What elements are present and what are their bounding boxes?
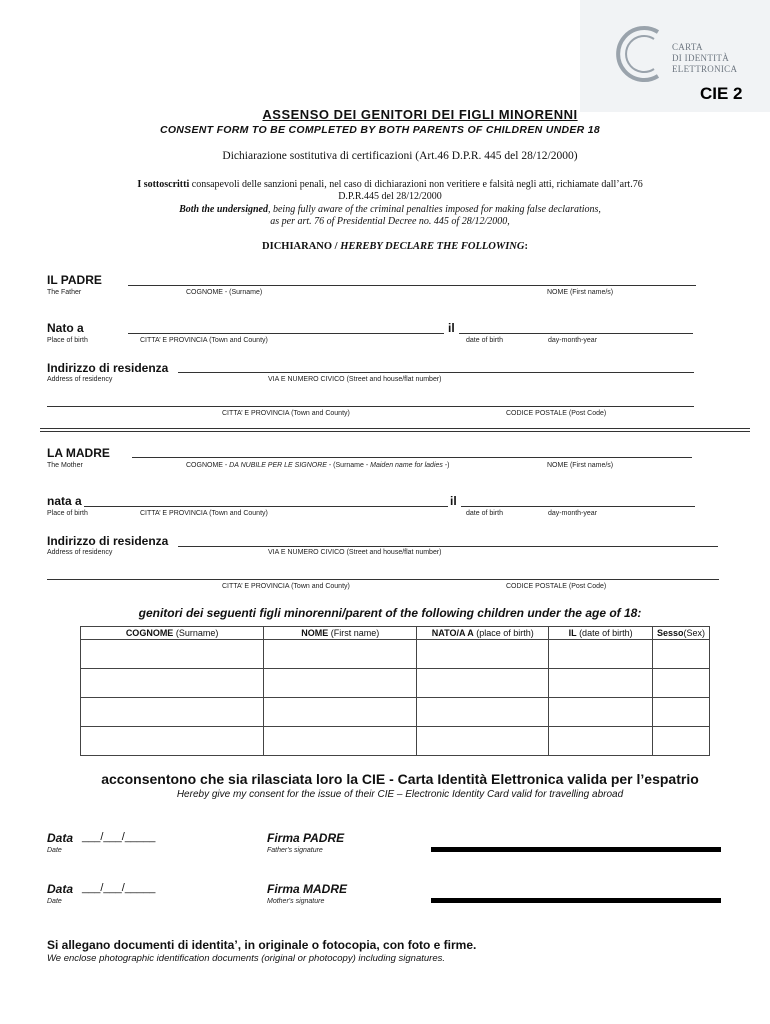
father-address-label: Indirizzo di residenza [47,361,169,375]
table-cell[interactable] [264,727,417,756]
table-cell[interactable] [653,727,710,756]
table-cell[interactable] [549,640,653,669]
col-sex: Sesso(Sex) [653,627,710,640]
table-cell[interactable] [549,698,653,727]
intro-en-line2: as per art. 76 of Presidential Decree no. 445 of 28/12/2000, [270,216,510,227]
table-cell[interactable] [549,727,653,756]
father-street-caption: VIA E NUMERO CIVICO (Street and house/flat number) [268,376,442,383]
page-subtitle: CONSENT FORM TO BE COMPLETED BY BOTH PARENTS OF CHILDREN UNDER 18 [159,124,601,136]
children-table [80,626,710,756]
father-signature-en: Father's signature [267,847,323,854]
intro-italian [60,179,720,203]
mother-street-field[interactable] [178,546,718,547]
logo-line-3: ELETTRONICA [672,64,738,74]
father-address-en: Address of residency [47,376,113,383]
table-cell[interactable] [81,669,264,698]
col-surname: COGNOME (Surname) [81,627,264,640]
col-birthdate: IL (date of birth) [549,627,653,640]
section-divider-bottom [40,431,750,432]
mother-date-en: Date [47,898,62,905]
declare-en: HEREBY DECLARE THE FOLLOWING [340,241,525,252]
mother-address-en: Address of residency [47,549,113,556]
cie-logo-icon [610,22,666,86]
mother-surname-caption: COGNOME - DA NUBILE PER LE SIGNORE - (Surname - Maiden name for ladies -) [186,462,450,469]
mother-born-en: Place of birth [47,510,88,517]
mother-signature-line[interactable] [431,898,721,903]
intro-it-line2: D.P.R.445 del 28/12/2000 [338,191,442,202]
table-cell[interactable] [653,640,710,669]
declaration-reference: Dichiarazione sostitutiva di certificazioni (Art.46 D.P.R. 445 del 28/12/2000) [222,150,578,162]
father-signature-line[interactable] [431,847,721,852]
col-birthplace: NATO/A A (place of birth) [417,627,549,640]
table-row [81,727,710,756]
mother-birthdate-field[interactable] [461,506,695,507]
father-date-field[interactable]: ___/___/_____ [82,831,156,843]
children-table-header [81,627,710,640]
consent-italian: acconsentono che sia rilasciata loro la CIE - Carta Identità Elettronica valida per l’espatrio [101,771,699,787]
father-born-label: Nato a [47,321,84,335]
father-birthdate-field[interactable] [459,333,693,334]
father-birthplace-field[interactable] [128,333,444,334]
table-cell[interactable] [264,640,417,669]
mother-town2-caption: CITTA’ E PROVINCIA (Town and County) [222,583,350,590]
logo-line-1: CARTA [672,42,703,52]
mother-date-label: Data [47,882,74,896]
intro-en-rest: , being fully aware of the criminal penalties imposed for making false declarations, [267,204,601,215]
mother-dob-caption: date of birth [466,510,503,517]
children-heading: genitori dei seguenti figli minorenni/parent of the following children under the age of 18: [138,606,642,620]
intro-it-bold: I sottoscritti [137,179,190,190]
father-signature-label: Firma PADRE [267,831,345,845]
mother-name-field[interactable] [132,457,692,458]
mother-signature-label: Firma MADRE [267,882,348,896]
intro-en-bold: Both the undersigned [179,204,268,215]
father-postcode-caption: CODICE POSTALE (Post Code) [506,410,607,417]
mother-dmy-caption: day-month-year [548,510,598,517]
table-cell[interactable] [264,669,417,698]
mother-birthplace-field[interactable] [84,506,448,507]
father-born-en: Place of birth [47,337,88,344]
table-cell[interactable] [549,669,653,698]
father-town2-caption: CITTA’ E PROVINCIA (Town and County) [222,410,350,417]
father-il-label: il [448,321,455,335]
declare-heading [0,241,770,252]
mother-postcode-caption: CODICE POSTALE (Post Code) [506,583,607,590]
table-cell[interactable] [81,698,264,727]
page-title: ASSENSO DEI GENITORI DEI FIGLI MINORENNI [262,107,578,122]
intro-english [60,204,720,228]
table-cell[interactable] [264,698,417,727]
declare-colon: : [524,241,528,252]
mother-label-en: The Mother [47,462,83,469]
father-dmy-caption: day-month-year [548,337,598,344]
father-town-field[interactable] [47,406,694,407]
table-row [81,669,710,698]
intro-it-rest: consapevoli delle sanzioni penali, nel caso di dichiarazioni non veritiere e falsità negli atti, richiamate dall’art.76 [189,179,643,190]
footer-english: We enclose photographic identification documents (original or photocopy) including signatures. [47,953,446,964]
table-row [81,698,710,727]
mother-signature-en: Mother's signature [267,898,325,905]
col-name: NOME (First name) [264,627,417,640]
table-cell[interactable] [653,698,710,727]
table-row [81,640,710,669]
section-divider-top [40,428,750,429]
father-date-label: Data [47,831,74,845]
logo-line-2: DI IDENTITÀ [672,53,730,63]
father-town-caption: CITTA’ E PROVINCIA (Town and County) [140,337,268,344]
mother-address-label: Indirizzo di residenza [47,534,169,548]
mother-street-caption: VIA E NUMERO CIVICO (Street and house/flat number) [268,549,442,556]
mother-town-field[interactable] [47,579,719,580]
table-cell[interactable] [81,727,264,756]
mother-born-label: nata a [47,494,82,508]
table-cell[interactable] [653,669,710,698]
cie2-badge: CIE 2 [700,84,743,103]
father-label-en: The Father [47,289,82,296]
mother-date-field[interactable]: ___/___/_____ [82,882,156,894]
father-firstname-caption: NOME (First name/s) [547,289,614,296]
mother-il-label: il [450,494,457,508]
father-street-field[interactable] [178,372,694,373]
table-cell[interactable] [81,640,264,669]
declare-it: DICHIARANO / [262,241,341,252]
table-cell[interactable] [417,698,549,727]
father-surname-caption: COGNOME - (Surname) [186,289,263,296]
father-label: IL PADRE [47,273,102,287]
father-date-en: Date [47,847,62,854]
table-cell[interactable] [417,669,549,698]
footer-italian: Si allegano documenti di identita’, in originale o fotocopia, con foto e firme. [47,938,477,952]
table-cell[interactable] [417,640,549,669]
table-cell[interactable] [417,727,549,756]
father-name-field[interactable] [128,285,696,286]
father-dob-caption: date of birth [466,337,503,344]
mother-firstname-caption: NOME (First name/s) [547,462,614,469]
consent-english: Hereby give my consent for the issue of their CIE – Electronic Identity Card valid for travelling abroad [176,789,624,800]
mother-town-caption: CITTA’ E PROVINCIA (Town and County) [140,510,268,517]
mother-label: LA MADRE [47,446,110,460]
